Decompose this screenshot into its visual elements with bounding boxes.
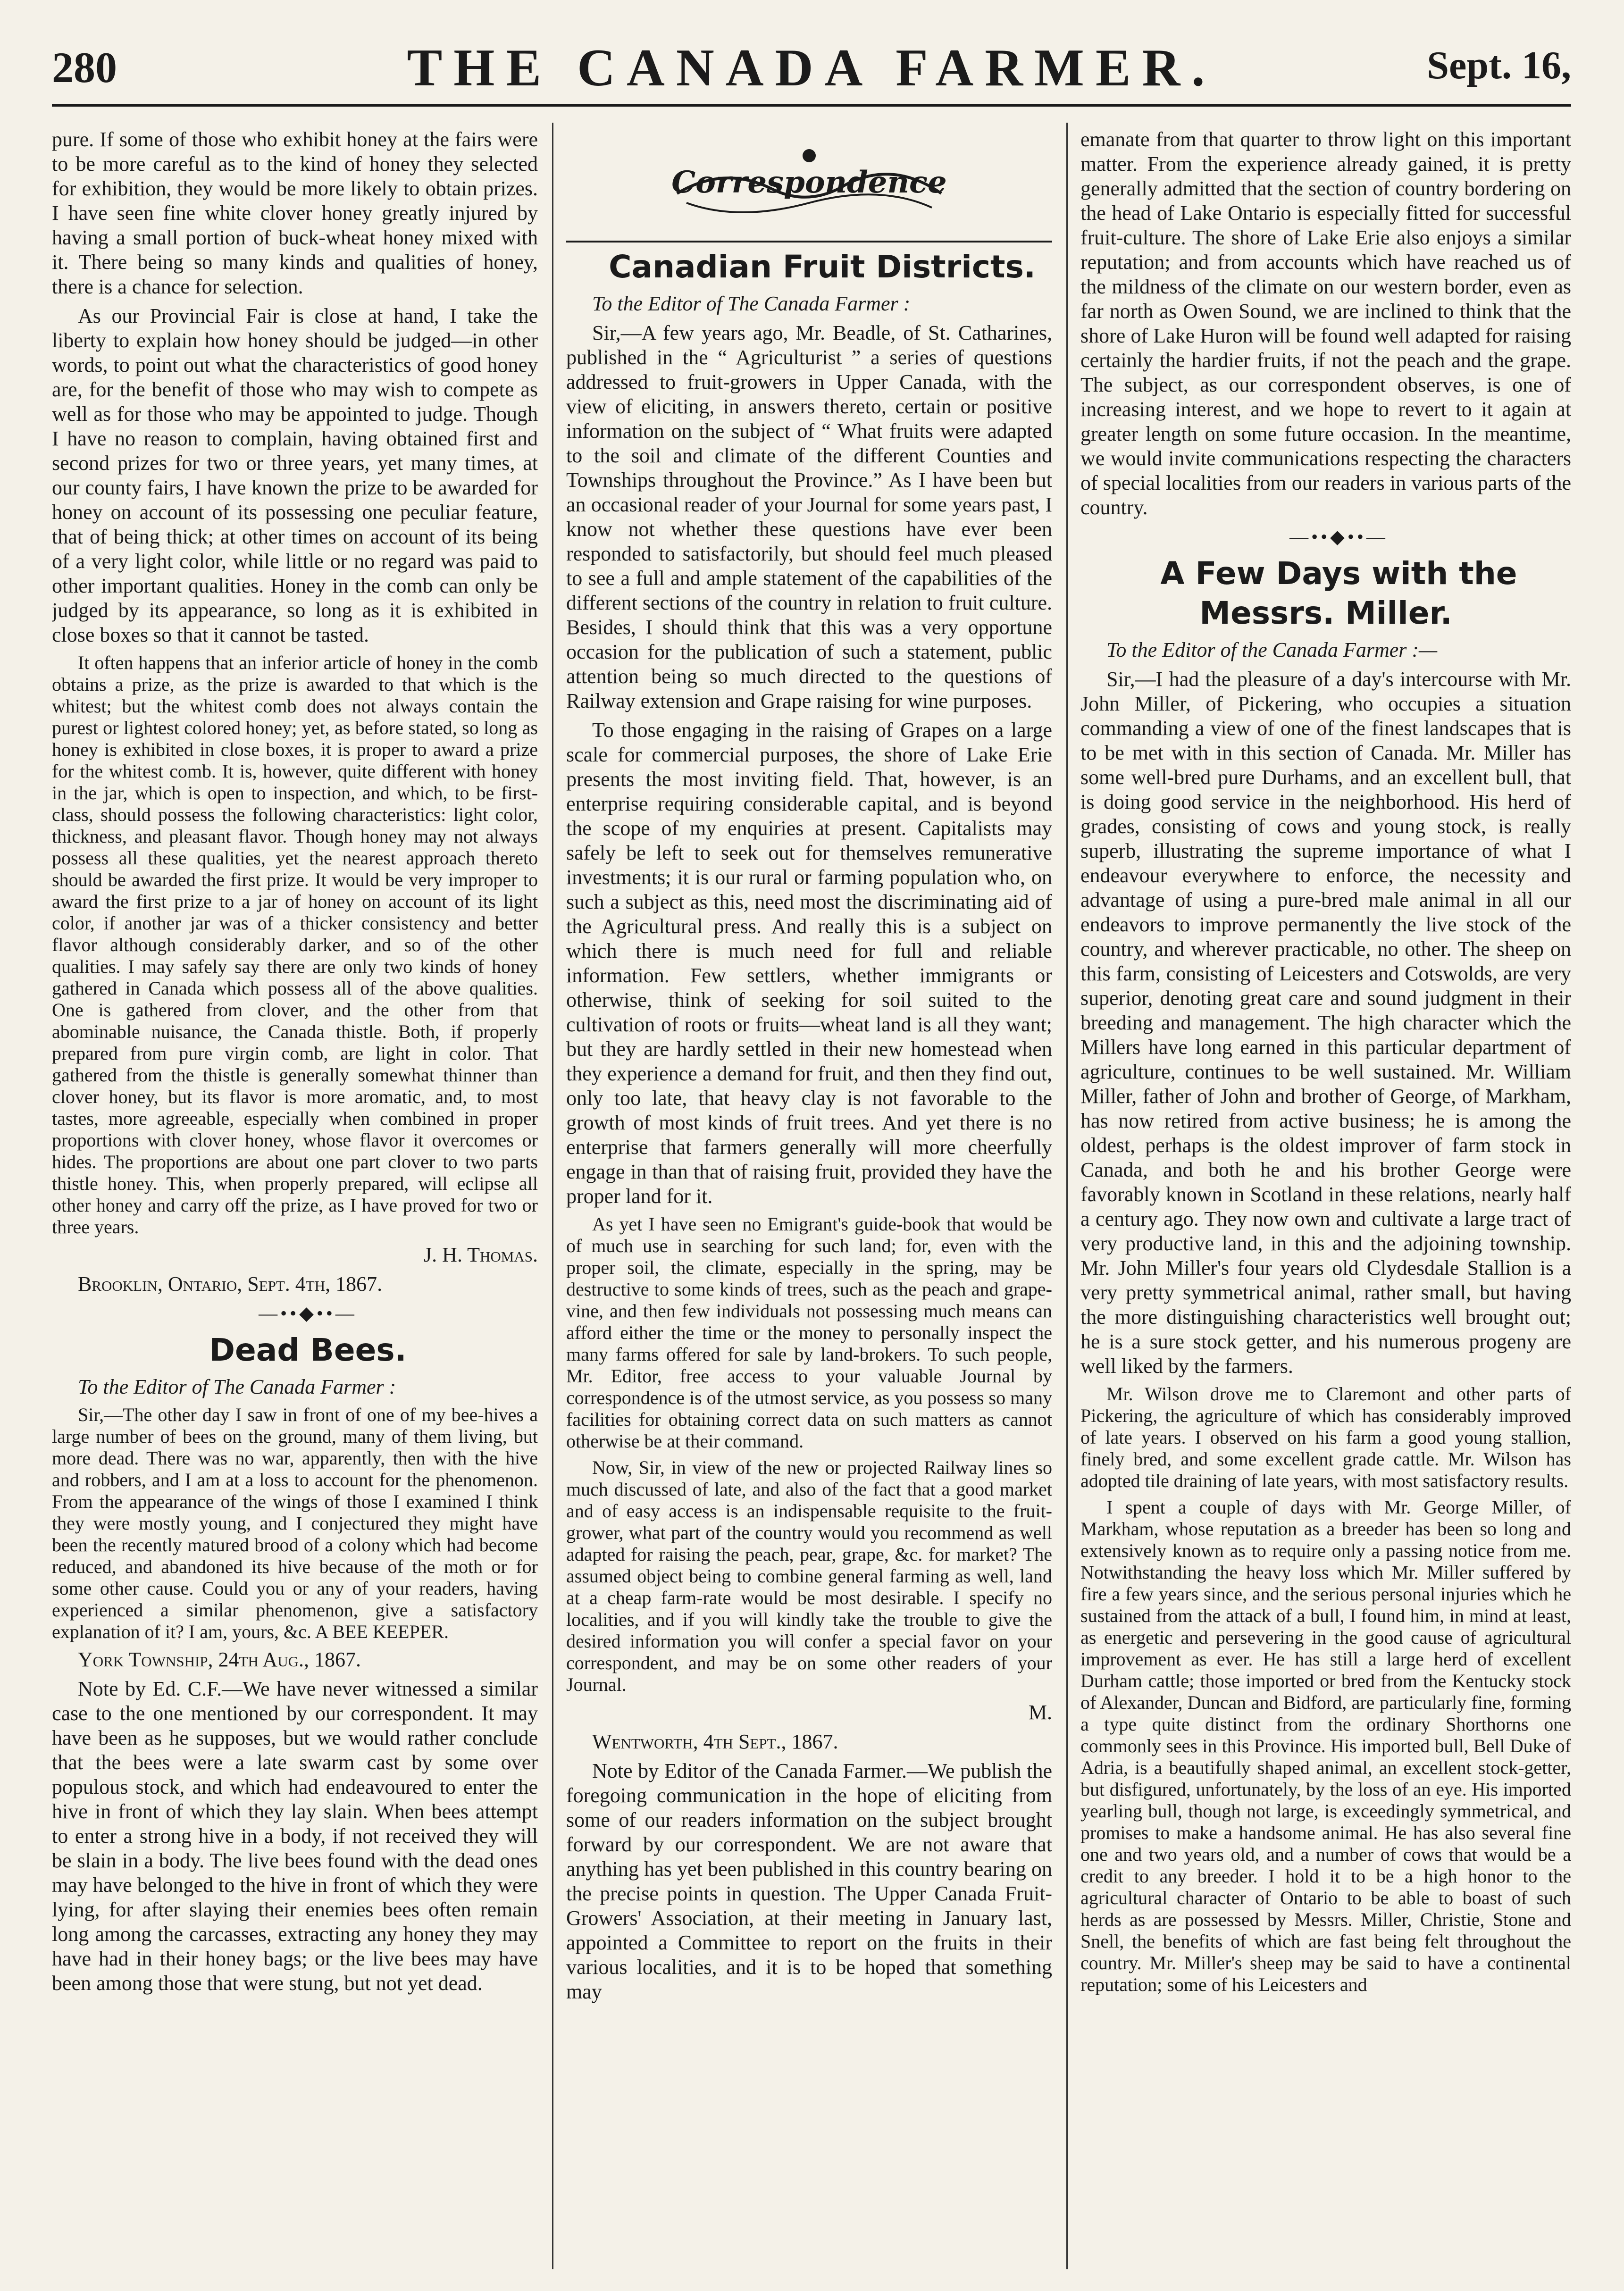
- column-divider: [1066, 123, 1068, 2269]
- column-1: [52, 127, 538, 2269]
- editor-note: Note by Editor of the Canada Farmer.—We publish the foregoing communication in the hope of eliciting from some of our readers information on the subject brought forward by our correspondent. We are not aware that anything has yet been published in this country bearing on the precise points in question. The Upper Canada Fruit-Growers' Association, at their meeting in January last, appointed a Committee to report on the fruits in their various localities, and it is to be hoped that something may: [566, 1759, 1052, 2003]
- article-paragraph: As our Provincial Fair is close at hand, I take the liberty to explain how honey should be judged—in other words, to point out what the characteristics of good honey are, for the benefit of those who may wish to compete as well as for those who may be appointed to judge. Though I have no reason to complain, having obtained first and second prizes for two or three years, yet many times, at our county fairs, I have known the prize to be awarded for honey on account of its possessing one peculiar feature, that of being thick; at other times on account of its being of a very light color, while little or no regard was paid to other important qualities. Honey in the comb can only be judged by its appearance, so long as it is exhibited in close boxes so that it cannot be tasted.: [52, 304, 538, 646]
- masthead-title: THE CANADA FARMER.: [407, 39, 1216, 97]
- page-header: [52, 28, 1571, 99]
- editor-note: Note by Ed. C.F.—We have never witnessed a similar case to the one mentioned by our correspondent. It may have been as he supposes, but we would rather conclude that the bees were a late swarm cast by some over populous stock, and which had endeavoured to enter the hive in front of which they lay slain. When bees attempt to enter a strong hive in a body, if not received they will be slain in a body. The live bees found with the dead ones may have belonged to the hive in front of which they were lying, for after slaying their enemies bees often remain long among the carcasses, extracting any honey they may have had in their honey bags; or the live bees may have been among those that were stung, but not yet dead.: [52, 1677, 538, 1995]
- author-signature: J. H. Thomas.: [424, 1243, 538, 1266]
- article-paragraph: Sir,—A few years ago, Mr. Beadle, of St. Catharines, published in the “ Agriculturist ” a series of questions addressed to fruit-growers in Upper Canada, with the view of eliciting, in answers thereto, certain or positive information on the subject of “ What fruits were adapted to the soil and climate of the different Counties and Townships throughout the Province.” As I have been but an occasional reader of your Journal for some years past, I know not whether these questions have ever been responded to satisfactorily, but should feel much pleased to see a full and ample statement of the capabilities of the different sections of the country in relation to fruit culture. Besides, I should think that this was a very opportune occasion for the publication of such a statement, public attention being so much directed to the questions of Railway extension and Grape raising for wine purposes.: [566, 321, 1052, 712]
- article-heading: A Few Days with the Messrs. Miller.: [1160, 555, 1517, 631]
- article-paragraph: It often happens that an inferior article of honey in the comb obtains a prize, as the prize is awarded to that which is the whitest; but the whitest comb does not always contain the purest or lightest colored honey; yet, as before stated, so long as honey is exhibited in close boxes, it is proper to award a prize for the whitest comb. It is, however, quite different with honey in the jar, which is open to inspection, and which, to be first-class, should possess the following characteristics: light color, thickness, and pleasant flavor. Though honey may not always possess all these qualities, yet the nearest approach thereto should be awarded the first prize. It would be very improper to award the first prize to a jar of honey on account of its light color, if another jar was of a thicker consistency and better flavor although considerably darker, and so of the other qualities. I may safely say there are only two kinds of honey gathered in Canada which possess all of the above qualities. One is gathered from clover, and the other from that abominable nuisance, the Canada thistle. Both, if properly prepared from pure virgin comb, are light in color. That gathered from the thistle is generally somewhat thinner than clover honey, but its flavor is more aromatic, and, to most tastes, more agreeable, especially when combined in proper proportions with clover honey, whose flavor it overcomes or hides. The proportions are about one part clover to two parts thistle honey. This, when properly prepared, will eclipse all other honey and carry off the prize, as I have proved for two or three years.: [52, 652, 538, 1237]
- correspondence-banner: [566, 127, 1052, 242]
- header-rule: [52, 104, 1571, 107]
- dateline: York Township, 24th Aug., 1867.: [78, 1648, 361, 1671]
- editor-salutation: To the Editor of The Canada Farmer :: [78, 1375, 396, 1398]
- article-heading: Canadian Fruit Districts.: [609, 249, 1036, 285]
- article-heading: Dead Bees.: [209, 1332, 407, 1368]
- issue-date: Sept. 16,: [1427, 43, 1571, 87]
- column-3: [1080, 127, 1571, 2269]
- article-paragraph: I spent a couple of days with Mr. George Miller, of Markham, whose reputation as a breeder has been so long and extensively known as to require only a passing notice from me. Notwithstanding the heavy loss which Mr. Miller suffered by fire a few years since, and the serious personal injuries which he sustained from the attack of a bull, I found him, in mind at least, as energetic and persevering in the good cause of agricultural improvement as ever. He has still a large herd of excellent Durham cattle; those imported or bred from the Kentucky stock of Alexander, Duncan and Bidford, are particularly fine, forming a type quite distinct from the ordinary Shorthorns one commonly sees in this Province. His imported bull, Bell Duke of Adria, is a beautifully shaped animal, an excellent stock-getter, but disfigured, unfortunately, by the loss of an eye. His imported yearling bull, though not large, is exceedingly symmetrical, and promises to make a handsome animal. He has also several fine one and two years old, and a number of cows that would be a credit to any breeder. I hold it to be a high honor to the agricultural character of Ontario to be able to boast of such herds as are possessed by Messrs. Miller, Christie, Stone and Snell, the benefits of which are fast being felt throughout the country. Mr. Miller's sheep may be said to have a continental reputation; some of his Leicesters and: [1080, 1497, 1571, 1995]
- dateline: Brooklin, Ontario, Sept. 4th, 1867.: [78, 1272, 383, 1296]
- article-paragraph: To those engaging in the raising of Grapes on a large scale for commercial purposes, the shore of Lake Erie presents the most inviting field. That, however, is an enterprise requiring considerable capital, and is beyond the scope of my enquiries at present. Capitalists may safely be left to seek out for themselves remunerative investments; it is our rural or farming population who, on such a subject as this, need most the discriminating aid of the Agricultural press. And really this is a subject on which there is much need for full and reliable information. Few settlers, whether immigrants or otherwise, think of seeking for soil suited to the cultivation of roots or fruits—wheat land is all they want; but they are hardly settled in their new homestead when they experience a demand for fruit, and then they find out, only too late, that heavy clay is not favorable to the growth of most kinds of fruit trees. And yet there is no enterprise that farmers generally will more cheerfully engage in than that of raising fruit, provided they have the proper land for it.: [566, 719, 1052, 1208]
- correspondence-banner-text: Correspondence: [671, 165, 947, 200]
- column-divider: [552, 123, 553, 2269]
- correspondence-banner-icon: [668, 137, 951, 231]
- author-signature: M.: [1028, 1701, 1052, 1724]
- article-paragraph: emanate from that quarter to throw light on this important matter. From the experience already gained, it is pretty generally admitted that the section of country bordering on the head of Lake Ontario is especially fitted for successful fruit-culture. The shore of Lake Erie also enjoys a similar reputation; and from accounts which have reached us of the mildness of the climate on our western border, even as far north as Owen Sound, we are inclined to think that the shore of Lake Huron will be found well adapted for raising certainly the hardier fruits, if not the peach and the grape. The subject, as our correspondent observes, is one of increasing interest, and we hope to revert to it again at greater length on some future occasion. In the meantime, we would invite communications respecting the characters of special localities from our readers in various parts of the country.: [1080, 128, 1571, 519]
- column-2: [566, 127, 1052, 2269]
- editor-salutation: To the Editor of the Canada Farmer :—: [1106, 638, 1438, 661]
- article-paragraph: Sir,—The other day I saw in front of one of my bee-hives a large number of bees on the ground, many of them living, but more dead. There was no war, apparently, then with the hive and robbers, and I am at a loss to account for the phenomenon. From the appearance of the wings of those I examined I think they were mostly young, and I conjectured they might have been the recently matured brood of a colony which had become reduced, and abandoned its hive because of the moth or for some other cause. Could you or any of your readers, having experienced a similar phenomenon, give a satisfactory explanation of it? I am, yours, &c. A BEE KEEPER.: [52, 1404, 538, 1642]
- editor-salutation: To the Editor of The Canada Farmer :: [592, 292, 911, 315]
- section-ornament: —••◆••—: [259, 1303, 357, 1324]
- article-paragraph: pure. If some of those who exhibit honey at the fairs were to be more careful as to the kind of honey they selected for exhibition, they would be more likely to obtain prizes. I have seen fine white clover honey greatly injured by having a small portion of buck-wheat honey mixed with it. There being so many kinds and qualities of honey, there is a chance for selection.: [52, 128, 538, 298]
- dateline: Wentworth, 4th Sept., 1867.: [592, 1730, 838, 1753]
- article-paragraph: Now, Sir, in view of the new or projected Railway lines so much discussed of late, and also of the fact that a good market and of easy access is an indispensable requisite to the fruit-grower, what part of the country would you recommend as well adapted for raising the peach, pear, grape, &c. for market? The assumed object being to combine general farming as well, land at a cheap farm-rate would be most desirable. I specify no localities, and if you will kindly take the trouble to give the desired information you will confer a special favor on your correspondent, and may be on some other readers of your Journal.: [566, 1457, 1052, 1695]
- article-paragraph: As yet I have seen no Emigrant's guide-book that would be of much use in searching for such land; for, even with the proper soil, the climate, especially in the spring, may be destructive to some kinds of trees, such as the peach and grape-vine, and then few individuals not possessing much means can afford either the time or the money to personally inspect the many farms offered for sale by land-brokers. To such people, Mr. Editor, free access to your valuable Journal by correspondence is of the utmost service, as you possess so many facilities for obtaining correct data on such matters as cannot otherwise be at their command.: [566, 1213, 1052, 1452]
- page-number: 280: [52, 43, 117, 92]
- article-paragraph: Mr. Wilson drove me to Claremont and other parts of Pickering, the agriculture of which has considerably improved of late years. I observed on his farm a good young stallion, finely bred, and some excellent grade cattle. Mr. Wilson has adopted tile draining of late years, with most satisfactory results.: [1080, 1383, 1571, 1491]
- article-paragraph: Sir,—I had the pleasure of a day's intercourse with Mr. John Miller, of Pickering, who occupies a situation commanding a view of one of the finest landscapes that is to be met with in this section of Canada. Mr. Miller has some well-bred pure Durhams, and an excellent bull, that is doing good service in the neighborhood. His herd of grades, consisting of cows and young stock, is really superb, illustrating the supreme importance of what I endeavour everywhere to enforce, the necessity and advantage of using a pure-bred male animal in all our endeavors to improve permanently the live stock of the country, and wherever practicable, no other. The sheep on this farm, consisting of Leicesters and Cotswolds, are very superior, denoting great care and sound judgment in their breeding and management. The high character which the Millers have long earned in this particular department of agriculture, continues to be well sustained. Mr. William Miller, father of John and brother of George, of Markham, has now retired from active business; he is among the oldest, perhaps is the oldest improver of farm stock in Canada, and both he and his brother George were favorably known in Scotland in these relations, nearly half a century ago. They now own and cultivate a large tract of very productive land, in this and the adjoining township. Mr. John Miller's four years old Clydesdale Stallion is a very pretty symmetrical animal, rather small, but having the more distinguishing characteristics well brought out; he is a sure stock getter, and his numerous progeny are well liked by the farmers.: [1080, 668, 1571, 1378]
- section-ornament: —••◆••—: [1289, 526, 1388, 547]
